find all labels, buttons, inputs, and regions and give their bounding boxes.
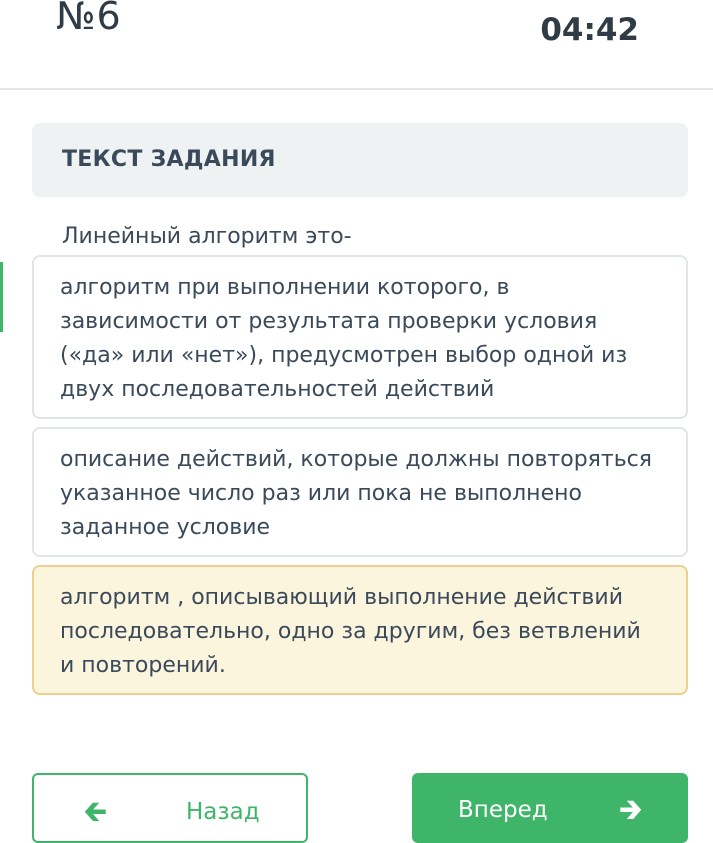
arrow-right-icon: 🡲: [619, 793, 642, 826]
answer-option-3[interactable]: алгоритм , описывающий выполнение действий последовательно, одно за другим, без ветвлений и повторений.: [32, 565, 688, 695]
answer-option-2[interactable]: описание действий, которые должны повторяться указанное число раз или пока не выполнено заданное условие: [32, 427, 688, 557]
task-header-panel: [32, 123, 688, 197]
back-button-label: Назад: [186, 799, 260, 825]
next-button[interactable]: [412, 773, 688, 843]
progress-indicator: [0, 262, 3, 332]
arrow-left-icon: 🡰: [84, 795, 107, 828]
question-text: Линейный алгоритм это-: [62, 224, 352, 249]
quiz-header: [0, 0, 713, 90]
next-button-label: Вперед: [458, 797, 548, 823]
countdown-timer: 04:42: [540, 12, 639, 48]
task-title: ТЕКСТ ЗАДАНИЯ: [62, 147, 276, 172]
question-number: №6: [56, 0, 122, 38]
back-button[interactable]: [32, 773, 308, 843]
answer-option-1[interactable]: алгоритм при выполнении которого, в зависимости от результата проверки условия («да» или «нет»), предусмотрен выбор одной из двух последовательностей действий: [32, 255, 688, 419]
